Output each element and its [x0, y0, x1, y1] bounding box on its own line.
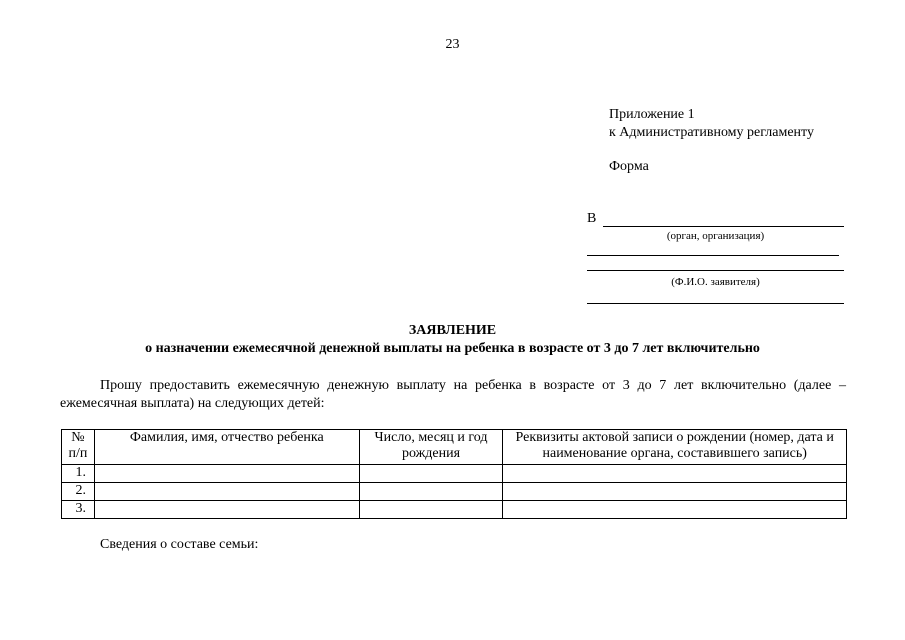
header-num: № п/п: [62, 430, 95, 465]
child-name-cell[interactable]: [94, 483, 359, 501]
header-child-name: Фамилия, имя, отчество ребенка: [94, 430, 359, 465]
header-birth-date: Число, месяц и год рождения: [359, 430, 503, 465]
birth-date-cell[interactable]: [359, 501, 503, 519]
appendix-line-2: к Административному регламенту: [609, 125, 814, 140]
org-blank-line[interactable]: [603, 226, 844, 227]
children-table: [61, 429, 847, 519]
org-caption: (орган, организация): [666, 230, 765, 242]
appendix-line-1: Приложение 1: [609, 107, 695, 122]
applicant-blank-line-3[interactable]: [587, 303, 844, 304]
row-num: 2.: [62, 483, 95, 501]
form-label: Форма: [609, 159, 649, 174]
table-row: [62, 465, 847, 483]
appendix-block: [609, 106, 814, 142]
birth-record-cell[interactable]: [503, 483, 847, 501]
applicant-blank-line-2[interactable]: [587, 270, 844, 271]
row-num: 1.: [62, 465, 95, 483]
document-title: ЗАЯВЛЕНИЕ: [408, 323, 497, 338]
table-row: [62, 483, 847, 501]
to-prefix: В: [587, 211, 597, 226]
document-subtitle: о назначении ежемесячной денежной выплаты на ребенка в возрасте от 3 до 7 лет включительно: [145, 341, 760, 356]
fio-caption: (Ф.И.О. заявителя): [671, 276, 760, 288]
birth-date-cell[interactable]: [359, 465, 503, 483]
family-composition-label: Сведения о составе семьи:: [100, 537, 259, 552]
table-row: [62, 501, 847, 519]
request-text: Прошу предоставить ежемесячную денежную выплату на ребенка в возрасте от 3 до 7 лет включительно (далее – ежемесячная выплата) на следующих детей:: [60, 378, 846, 411]
addressee-to-row: [587, 211, 844, 229]
birth-record-cell[interactable]: [503, 501, 847, 519]
table-header-row: [62, 430, 847, 465]
header-birth-record: Реквизиты актовой записи о рождении (номер, дата и наименование органа, составившего запись): [503, 430, 847, 465]
birth-date-cell[interactable]: [359, 483, 503, 501]
request-paragraph: [60, 377, 846, 413]
page-number: 23: [445, 37, 460, 52]
applicant-blank-line-1[interactable]: [587, 255, 839, 256]
child-name-cell[interactable]: [94, 501, 359, 519]
child-name-cell[interactable]: [94, 465, 359, 483]
row-num: 3.: [62, 501, 95, 519]
birth-record-cell[interactable]: [503, 465, 847, 483]
